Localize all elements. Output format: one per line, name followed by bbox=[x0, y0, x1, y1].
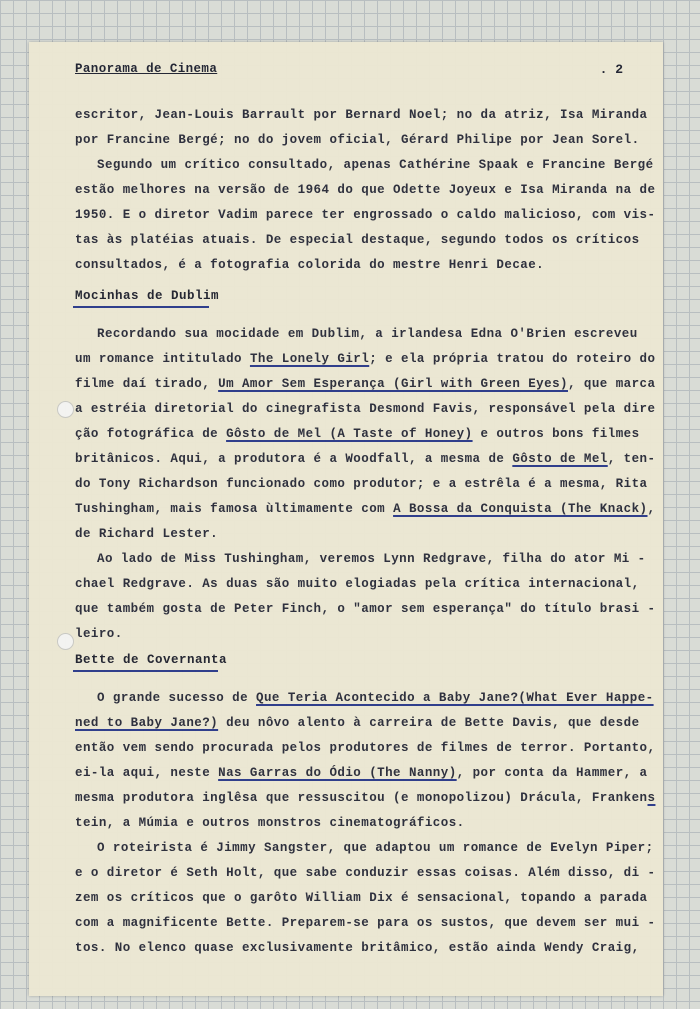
text-line: e o diretor é Seth Holt, que sabe conduzir essas coisas. Além disso, di - bbox=[75, 866, 656, 880]
text-line: britânicos. Aqui, a produtora é a Woodfall, a mesma de Gôsto de Mel, ten- bbox=[75, 452, 656, 466]
text-line: então vem sendo procurada pelos produtores de filmes de terror. Portanto, bbox=[75, 741, 656, 755]
text-line: Recordando sua mocidade em Dublim, a irlandesa Edna O'Brien escreveu bbox=[97, 327, 638, 341]
text-line: 1950. E o diretor Vadim parece ter engrossado o caldo malicioso, com vis- bbox=[75, 208, 656, 222]
text-line: ção fotográfica de Gôsto de Mel (A Taste of Honey) e outros bons filmes bbox=[75, 427, 640, 441]
text-line: a estréia diretorial do cinegrafista Desmond Favis, responsável pela dire bbox=[75, 402, 656, 416]
text-line: com a magnificente Bette. Preparem-se para os sustos, que devem ser mui - bbox=[75, 916, 656, 930]
text-line: Ao lado de Miss Tushingham, veremos Lynn Redgrave, filha do ator Mi - bbox=[97, 552, 646, 566]
text-line: chael Redgrave. As duas são muito elogiadas pela crítica internacional, bbox=[75, 577, 640, 591]
text-line: filme daí tirado, Um Amor Sem Esperança (Girl with Green Eyes), que marca bbox=[75, 377, 656, 391]
underlined-letter: s bbox=[647, 791, 656, 805]
text-line: tein, a Múmia e outros monstros cinematográficos. bbox=[75, 816, 465, 830]
text-line: zem os críticos que o garôto William Dix é sensacional, topando a parada bbox=[75, 891, 648, 905]
header-title: Panorama de Cinema bbox=[75, 62, 218, 76]
film-title: Nas Garras do Ódio (The Nanny) bbox=[218, 766, 457, 780]
film-title: The Lonely Girl bbox=[249, 352, 370, 366]
text-line: do Tony Richardson funcionado como produtor; e a estrêla é a mesma, Rita bbox=[75, 477, 648, 491]
page-number: . 2 bbox=[599, 62, 623, 77]
film-title: Que Teria Acontecido a Baby Jane?(What Ever Happe- bbox=[256, 691, 654, 705]
heading-underline bbox=[73, 306, 209, 308]
text-line: que também gosta de Peter Finch, o "amor sem esperança" do título brasi - bbox=[75, 602, 656, 616]
typewritten-page bbox=[29, 42, 663, 996]
film-title: Gôsto de Mel (A Taste of Honey) bbox=[226, 427, 473, 441]
film-title: A Bossa da Conquista (The Knack) bbox=[393, 502, 648, 516]
film-title: ned to Baby Jane?) bbox=[75, 716, 219, 730]
film-title: Gôsto de Mel bbox=[512, 452, 608, 466]
heading-underline bbox=[73, 670, 218, 672]
text-line: por Francine Bergé; no do jovem oficial, Gérard Philipe por Jean Sorel. bbox=[75, 133, 640, 147]
punch-hole bbox=[57, 633, 74, 650]
page-header bbox=[75, 60, 623, 82]
text-line: ei-la aqui, neste Nas Garras do Ódio (The Nanny), por conta da Hammer, a bbox=[75, 766, 648, 780]
text-line: um romance intitulado The Lonely Girl; e ela própria tratou do roteiro do bbox=[75, 352, 656, 366]
text-line: tas às platéias atuais. De especial destaque, segundo todos os críticos bbox=[75, 233, 640, 247]
text-line: mesma produtora inglêsa que ressuscitou (e monopolizou) Drácula, Frankens bbox=[75, 791, 656, 805]
text-line: escritor, Jean-Louis Barrault por Bernard Noel; no da atriz, Isa Miranda bbox=[75, 108, 648, 122]
text-line: tos. No elenco quase exclusivamente britâmico, estão ainda Wendy Craig, bbox=[75, 941, 640, 955]
section-heading: Mocinhas de Dublim bbox=[75, 289, 220, 303]
text-line: Segundo um crítico consultado, apenas Cathérine Spaak e Francine Bergé bbox=[97, 158, 654, 172]
text-line: ned to Baby Jane?) deu nôvo alento à carreira de Bette Davis, que desde bbox=[75, 716, 640, 730]
text-line: O roteirista é Jimmy Sangster, que adaptou um romance de Evelyn Piper; bbox=[97, 841, 654, 855]
text-line: consultados, é a fotografia colorida do mestre Henri Decae. bbox=[75, 258, 545, 272]
text-line: O grande sucesso de Que Teria Acontecido a Baby Jane?(What Ever Happe- bbox=[97, 691, 654, 705]
punch-hole bbox=[57, 401, 74, 418]
film-title: Um Amor Sem Esperança (Girl with Green Eyes) bbox=[218, 377, 568, 391]
text-line: leiro. bbox=[75, 627, 123, 641]
section-heading: Bette de Covernanta bbox=[75, 653, 228, 667]
text-line: Tushingham, mais famosa ùltimamente com A Bossa da Conquista (The Knack), bbox=[75, 502, 656, 516]
text-line: de Richard Lester. bbox=[75, 527, 219, 541]
text-line: estão melhores na versão de 1964 do que Odette Joyeux e Isa Miranda na de bbox=[75, 183, 656, 197]
